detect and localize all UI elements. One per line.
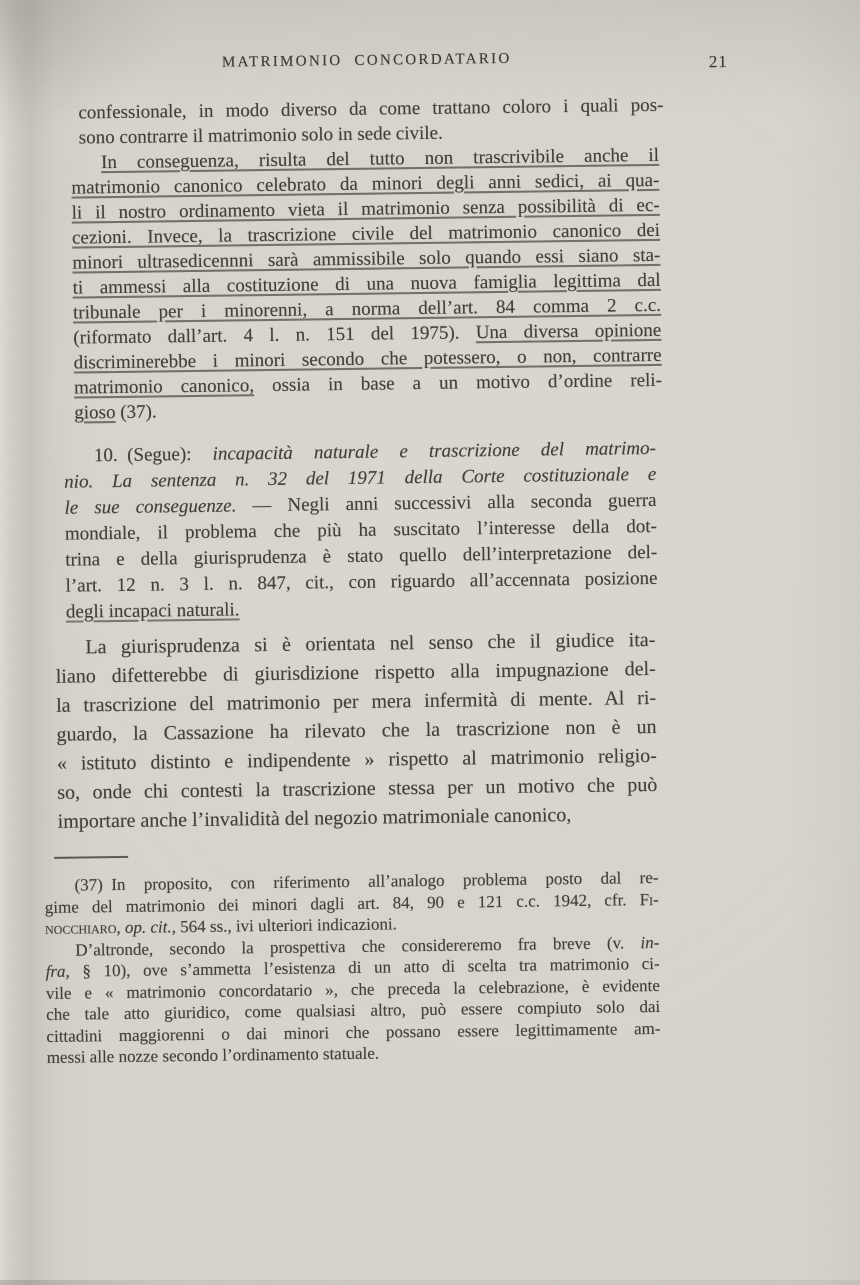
text-segment: vile e « matrimonio concordatario », che preceda la celebrazione, è evidente bbox=[45, 975, 660, 1003]
text-segment: confessionale, in modo diverso da come trattano coloro i quali pos- bbox=[78, 94, 664, 124]
footnote-separator-rule bbox=[54, 856, 128, 859]
text-segment: mondiale, il problema che più ha suscitato l’interesse della dot- bbox=[64, 515, 658, 545]
pencil-underlined-text: li il nostro ordinamento vieta il matrimonio senza possibilità di ec- bbox=[71, 194, 660, 224]
text-segment: (37). bbox=[115, 401, 157, 424]
text-segment: nocchiaro, bbox=[44, 917, 126, 938]
footnote-block bbox=[44, 867, 660, 1069]
text-segment: la trascrizione del matrimonio per mera infermità di mente. Al ri- bbox=[56, 686, 657, 717]
pencil-underlined-text: Una diversa opinione bbox=[475, 319, 662, 344]
pencil-underlined-text: minori ultrasedicennni sarà ammissibile solo quando essi siano sta- bbox=[72, 244, 661, 274]
text-segment: sono contrarre il matrimonio solo in sede civile. bbox=[78, 122, 443, 149]
text-segment: le sue conseguenze. bbox=[64, 495, 237, 519]
text-segment: nio. La sentenza n. 32 del 1971 della Corte costituzionale e bbox=[64, 463, 657, 493]
text-segment: importare anche l’invalidità del negozio matrimoniale canonico, bbox=[57, 804, 572, 833]
text-segment: § 10), ove s’ammetta l’esistenza di un atto di scelta tra matrimonio ci- bbox=[69, 953, 660, 981]
text-segment: (37) In proposito, con riferimento all’analogo problema posto dal re- bbox=[74, 867, 659, 895]
text-segment: op. cit., bbox=[124, 917, 177, 937]
text-segment: ossia in base a un motivo d’ordine reli- bbox=[253, 369, 663, 397]
text-segment: 564 ss., ivi ulteriori indicazioni. bbox=[175, 914, 397, 937]
text-segment: fra, bbox=[45, 961, 70, 981]
running-header-title: MATRIMONIO CONCORDATARIO bbox=[221, 50, 512, 71]
pencil-underlined-text: degli incapaci naturali. bbox=[65, 599, 240, 623]
text-segment: 10. (Segue): bbox=[93, 443, 213, 467]
text-segment: gime del matrimonio dei minori dagli art. 84, 90 e 121 c.c. 1942, cfr. bbox=[44, 889, 640, 917]
text-segment: Fi- bbox=[639, 889, 659, 909]
text-segment: guardo, la Cassazione ha rilevato che la trascrizione non è un bbox=[56, 715, 657, 746]
text-segment: La giurisprudenza si è orientata nel senso che il giudice ita- bbox=[85, 628, 656, 659]
text-segment: so, onde chi contesti la trascrizione stessa per un motivo che può bbox=[57, 773, 658, 804]
text-segment: liano difetterebbe di giurisdizione rispetto alla impugnazione del- bbox=[55, 657, 656, 688]
pencil-underlined-text: discriminerebbe i minori secondo che potessero, o non, contrarre bbox=[73, 344, 662, 374]
pencil-underlined-text: In conseguenza, risulta del tutto non trascrivibile anche il bbox=[100, 144, 660, 174]
text-segment: messi alle nozze secondo l’ordinamento statuale. bbox=[46, 1043, 380, 1067]
pencil-underlined-text: matrimonio canonico, bbox=[73, 375, 255, 399]
pencil-underlined-text: cezioni. Invece, la trascrizione civile del matrimonio canonico dei bbox=[71, 219, 661, 249]
section-10-paragraph bbox=[64, 436, 658, 626]
text-segment: cittadini maggiorenni o dai minori che possano essere legittimamente am- bbox=[46, 1018, 661, 1046]
text-segment: (riformato dall’art. 4 l. n. 151 del 1975). bbox=[73, 322, 476, 349]
paragraph-continuation bbox=[78, 93, 664, 151]
pencil-underlined-text: matrimonio canonico celebrato da minori degli anni sedici, ai qua- bbox=[71, 169, 660, 199]
text-segment: — Negli anni successivi alla seconda guerra bbox=[236, 489, 657, 517]
pencil-underlined-text: ti ammessi alla costituzione di una nuova famiglia legittima dal bbox=[72, 269, 661, 299]
pencil-underlined-text: tribunale per i minorenni, a norma dell’art. 84 comma 2 c.c. bbox=[72, 294, 662, 324]
text-segment: D’altronde, secondo la prospettiva che considereremo fra breve (v. bbox=[75, 932, 641, 960]
paragraph-giurisprudenza bbox=[55, 626, 658, 837]
page-number: 21 bbox=[708, 51, 728, 72]
text-segment: trina e della giurisprudenza è stato quello dell’interpretazione del- bbox=[65, 541, 658, 571]
text-segment: incapacità naturale e trascrizione del matrimo- bbox=[212, 437, 656, 465]
text-segment: in- bbox=[640, 932, 660, 952]
text-segment: « istituto distinto e indipendente » rispetto al matrimonio religio- bbox=[56, 744, 658, 775]
running-header bbox=[78, 49, 728, 87]
text-segment: che tale atto giuridico, come qualsiasi altro, può essere compiuto solo dai bbox=[46, 996, 661, 1024]
pencil-underlined-text: gioso bbox=[74, 402, 116, 424]
paragraph-in-conseguenza bbox=[71, 143, 663, 426]
text-segment: l’art. 12 n. 3 l. n. 847, cit., con riguardo all’accennata posizione bbox=[65, 567, 658, 597]
